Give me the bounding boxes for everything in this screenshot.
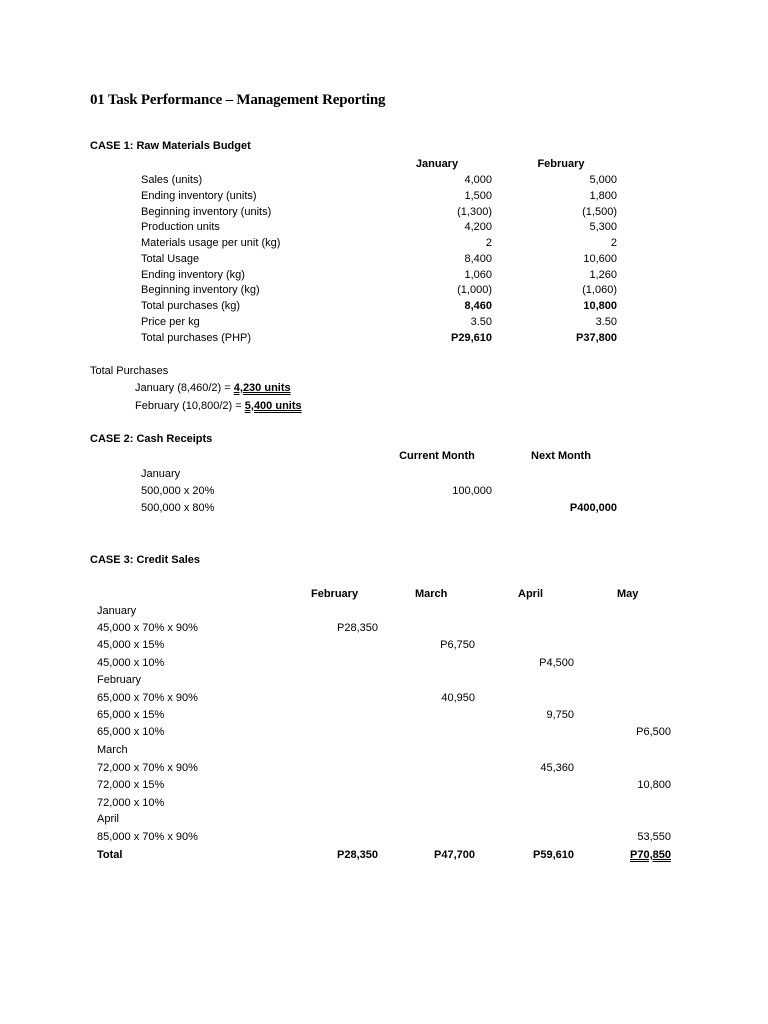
case3-cell-may: 53,550 bbox=[637, 831, 671, 843]
case1-row-feb: (1,060) bbox=[582, 284, 617, 296]
case1-row-label: Ending inventory (units) bbox=[141, 190, 257, 202]
case3-cell-apr: 45,360 bbox=[540, 762, 574, 774]
case1-row-jan: 2 bbox=[485, 237, 492, 249]
case2-col-current: Current Month bbox=[399, 450, 475, 462]
case1-heading: CASE 1: Raw Materials Budget bbox=[90, 140, 251, 152]
case3-col-april: April bbox=[518, 588, 544, 600]
case1-row-label: Beginning inventory (kg) bbox=[141, 284, 260, 296]
case3-col-march: March bbox=[415, 588, 448, 600]
case3-row-label: April bbox=[97, 813, 120, 825]
case3-row-label: 45,000 x 10% bbox=[97, 657, 165, 669]
case1-row-jan: 8,460 bbox=[464, 300, 492, 312]
case3-row-label: 65,000 x 10% bbox=[97, 726, 165, 738]
case3-total-mar: P47,700 bbox=[434, 849, 475, 861]
case1-row-jan: P29,610 bbox=[451, 332, 492, 344]
case3-cell-may: P6,500 bbox=[636, 726, 671, 738]
case3-row-label: February bbox=[97, 674, 142, 686]
case3-row-label: 72,000 x 70% x 90% bbox=[97, 762, 198, 774]
case1-row-feb: 2 bbox=[610, 237, 617, 249]
case1-row-jan: 1,060 bbox=[464, 269, 492, 281]
case1-row-label: Total purchases (PHP) bbox=[141, 332, 252, 344]
tp-prefix: January (8,460/2) = bbox=[135, 382, 234, 394]
case1-row-feb: 1,800 bbox=[589, 190, 617, 202]
case3-row-label: 45,000 x 70% x 90% bbox=[97, 622, 198, 634]
case2-col-next: Next Month bbox=[531, 450, 591, 462]
tp-prefix: February (10,800/2) = bbox=[135, 400, 245, 412]
case1-row-feb: 10,600 bbox=[583, 253, 617, 265]
case3-total-may: P70,850 bbox=[630, 849, 671, 861]
case1-row-label: Sales (units) bbox=[141, 174, 203, 186]
case1-row-label: Production units bbox=[141, 221, 220, 233]
case1-row-jan: (1,300) bbox=[457, 206, 492, 218]
case1-row-label: Total purchases (kg) bbox=[141, 300, 241, 312]
case1-row-feb: 1,260 bbox=[589, 269, 617, 281]
case3-row-label: 85,000 x 70% x 90% bbox=[97, 831, 198, 843]
case2-row-current: 100,000 bbox=[452, 485, 492, 497]
case3-row-label: January bbox=[97, 605, 137, 617]
case2-month: January bbox=[141, 468, 181, 480]
case2-row-label: 500,000 x 80% bbox=[141, 502, 215, 514]
case1-row-jan: 8,400 bbox=[464, 253, 492, 265]
case3-cell-apr: 9,750 bbox=[546, 709, 574, 721]
case1-row-feb: P37,800 bbox=[576, 332, 617, 344]
case1-row-feb: (1,500) bbox=[582, 206, 617, 218]
case1-col-january: January bbox=[415, 158, 459, 170]
case2-heading: CASE 2: Cash Receipts bbox=[90, 433, 213, 445]
total-purchases-line bbox=[135, 381, 291, 395]
case1-row-jan: (1,000) bbox=[457, 284, 492, 296]
case3-row-label: 45,000 x 15% bbox=[97, 639, 165, 651]
total-purchases-line bbox=[135, 399, 302, 413]
case3-col-february: February bbox=[311, 588, 359, 600]
case3-cell-feb: P28,350 bbox=[337, 622, 378, 634]
case3-row-label: 72,000 x 15% bbox=[97, 779, 165, 791]
case3-cell-apr: P4,500 bbox=[539, 657, 574, 669]
case2-row-label: 500,000 x 20% bbox=[141, 485, 215, 497]
case3-col-may: May bbox=[617, 588, 639, 600]
case1-row-feb: 3.50 bbox=[595, 316, 617, 328]
tp-value: 4,230 units bbox=[233, 382, 291, 394]
case1-col-february: February bbox=[537, 158, 585, 170]
case1-row-feb: 5,000 bbox=[589, 174, 617, 186]
case3-row-label: 72,000 x 10% bbox=[97, 797, 165, 809]
case1-row-label: Ending inventory (kg) bbox=[141, 269, 245, 281]
total-purchases-label: Total Purchases bbox=[90, 365, 169, 377]
tp-value: 5,400 units bbox=[244, 400, 302, 412]
case3-row-label: 65,000 x 70% x 90% bbox=[97, 692, 198, 704]
case1-row-jan: 3.50 bbox=[470, 316, 492, 328]
case1-row-jan: 1,500 bbox=[464, 190, 492, 202]
case1-row-feb: 10,800 bbox=[583, 300, 617, 312]
case1-row-jan: 4,200 bbox=[464, 221, 492, 233]
case3-cell-mar: 40,950 bbox=[441, 692, 475, 704]
case3-cell-mar: P6,750 bbox=[440, 639, 475, 651]
case2-row-next: P400,000 bbox=[569, 502, 617, 514]
case3-total-feb: P28,350 bbox=[337, 849, 378, 861]
case3-heading: CASE 3: Credit Sales bbox=[90, 554, 201, 566]
case1-row-label: Price per kg bbox=[141, 316, 200, 328]
page-title: 01 Task Performance – Management Reporting bbox=[90, 92, 386, 108]
case1-row-label: Total Usage bbox=[141, 253, 200, 265]
case1-row-label: Beginning inventory (units) bbox=[141, 206, 272, 218]
case3-row-label: March bbox=[97, 744, 128, 756]
case3-total-label: Total bbox=[97, 849, 123, 861]
case3-row-label: 65,000 x 15% bbox=[97, 709, 165, 721]
case1-row-label: Materials usage per unit (kg) bbox=[141, 237, 281, 249]
case3-total-apr: P59,610 bbox=[533, 849, 574, 861]
case1-row-jan: 4,000 bbox=[464, 174, 492, 186]
case1-row-feb: 5,300 bbox=[589, 221, 617, 233]
case3-cell-may: 10,800 bbox=[637, 779, 671, 791]
